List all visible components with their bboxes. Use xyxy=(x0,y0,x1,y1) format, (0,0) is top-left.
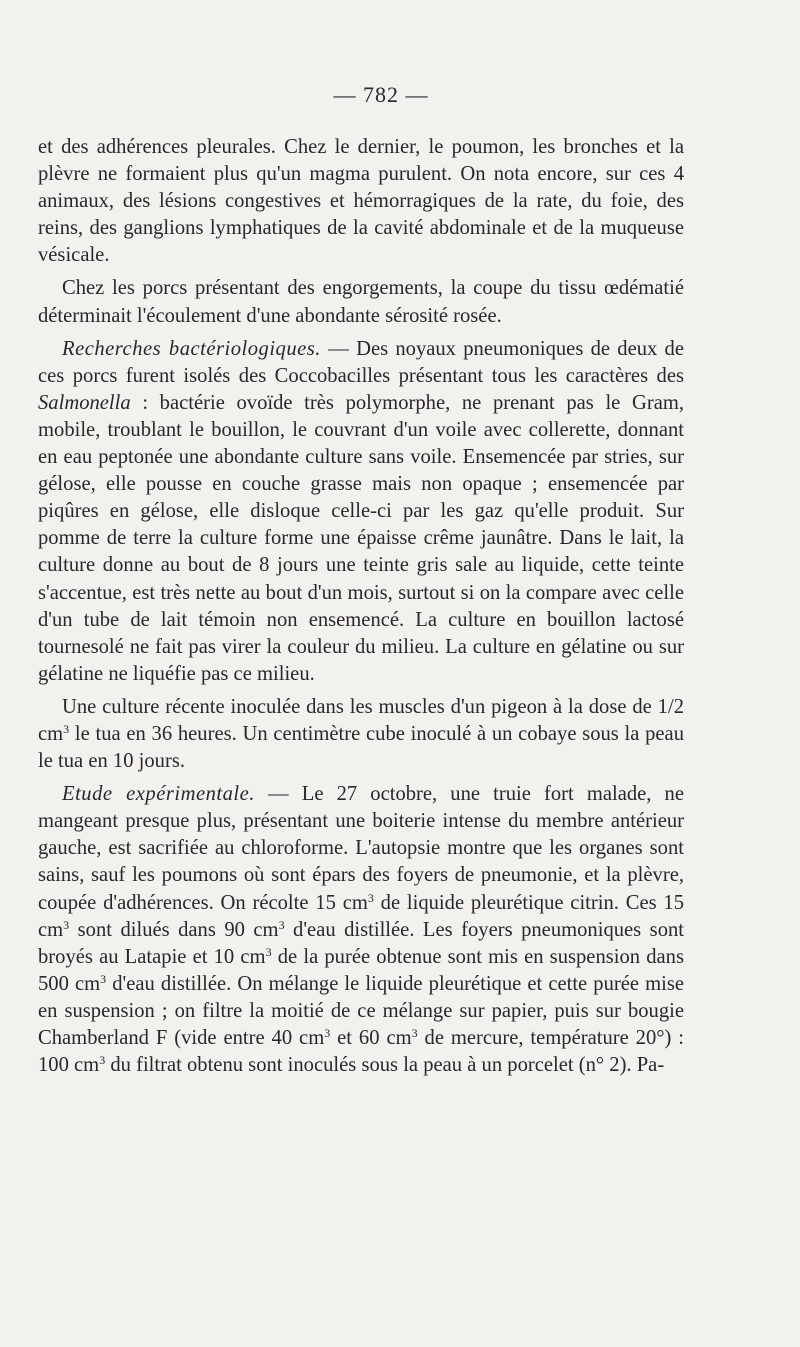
text-run: et 60 cm xyxy=(330,1027,412,1049)
superscript: 3 xyxy=(100,971,107,986)
paragraph-p2 xyxy=(38,275,684,329)
paragraph-p1 xyxy=(38,134,684,269)
text-run: — Des noyaux pneumoniques de deux de ces porcs furent isolés des Coccobacilles présentant tous les caractères des xyxy=(38,337,684,387)
superscript: 3 xyxy=(367,890,374,905)
superscript: 3 xyxy=(411,1026,418,1040)
text-run: de mercure, température 20°) : 100 cm xyxy=(38,1027,684,1077)
superscript: 3 xyxy=(265,944,272,959)
body-text xyxy=(38,134,684,1079)
text-run: : bactérie ovoïde très polymorphe, ne prenant pas le Gram, mobile, troublant le bouillon, le couvrant d'un voile avec collerette, donnant en eau peptonée une abondante culture sans voile. Ensemencée par stries, sur gélose, elle pousse en couche grasse mais non opaque ; ensemencée par piqûres en gélose, elle disloque celle-ci par les gaz qu'elle produit. Sur pomme de terre la culture forme une épaisse crême jaunâtre. Dans le lait, la culture donne au bout de 8 jours une teinte gris sale au liquide, cette teinte s'accentue, est très nette au bout d'un mois, surtout si on la compare avec celle d'un tube de lait témoin non ensemencé. La culture en bouillon lactosé tournesolé ne fait pas virer la couleur du milieu. La culture en gélatine ou sur gélatine ne liquéfie pas ce milieu. xyxy=(38,391,684,685)
superscript: 3 xyxy=(63,721,70,736)
page-number: — 782 — xyxy=(333,82,429,107)
text-run: d'eau distillée. Les foyers pneumoniques sont broyés au Latapie et 10 cm xyxy=(38,918,685,968)
italic-term: Salmonella xyxy=(38,391,131,414)
section-heading: Etude expérimentale. xyxy=(62,783,255,806)
superscript: 3 xyxy=(278,917,285,932)
text-run: sont dilués dans 90 cm xyxy=(69,918,279,941)
text-run: Une culture récente inoculée dans les muscles d'un pigeon à la dose de 1/2 cm xyxy=(38,695,684,745)
superscript: 3 xyxy=(99,1053,106,1068)
text-run: de liquide pleurétique citrin. Ces 15 cm xyxy=(38,891,684,941)
paragraph-p3 xyxy=(38,336,684,688)
paragraph-p5 xyxy=(38,781,684,1079)
text-run: et des adhérences pleurales. Chez le dernier, le poumon, les bronches et la plèvre ne formaient plus qu'un magma purulent. On nota encore, sur ces 4 animaux, des lésions congestives et hémorragiques de la rate, du foie, des reins, des ganglions lymphatiques de la cavité abdominale et de la muqueuse vésicale. xyxy=(38,136,684,267)
text-run: le tua en 36 heures. Un centimètre cube inoculé à un cobaye sous la peau le tua en 10 jours. xyxy=(38,722,684,773)
text-run: d'eau distillée. On mélange le liquide pleurétique et cette purée mise en suspension ; on filtre la moitié de ce mélange sur papier, puis sur bougie Chamberland F (vide entre 40 cm xyxy=(38,972,684,1049)
text-run: — Le 27 octobre, une truie fort malade, ne mangeant presque plus, présentant une boiterie intense du membre antérieur gauche, est sacrifiée au chloroforme. L'autopsie montre que les organes sont sains, sauf les poumons où sont épars des foyers de pneumonie, et la plèvre, coupée d'adhérences. On récolte 15 cm xyxy=(38,783,684,914)
section-heading: Recherches bactériologiques. xyxy=(62,337,321,360)
paragraph-p4 xyxy=(38,694,684,775)
text-run: du filtrat obtenu sont inoculés sous la peau à un porcelet (n° 2). Pa- xyxy=(105,1054,665,1077)
text-run: Chez les porcs présentant des engorgements, la coupe du tissu œdématié déterminait l'écoulement d'une abondante sérosité rosée. xyxy=(38,277,684,327)
superscript: 3 xyxy=(324,1026,331,1040)
text-run: de la purée obtenue sont mis en suspension dans 500 cm xyxy=(38,945,684,995)
superscript: 3 xyxy=(63,917,70,932)
